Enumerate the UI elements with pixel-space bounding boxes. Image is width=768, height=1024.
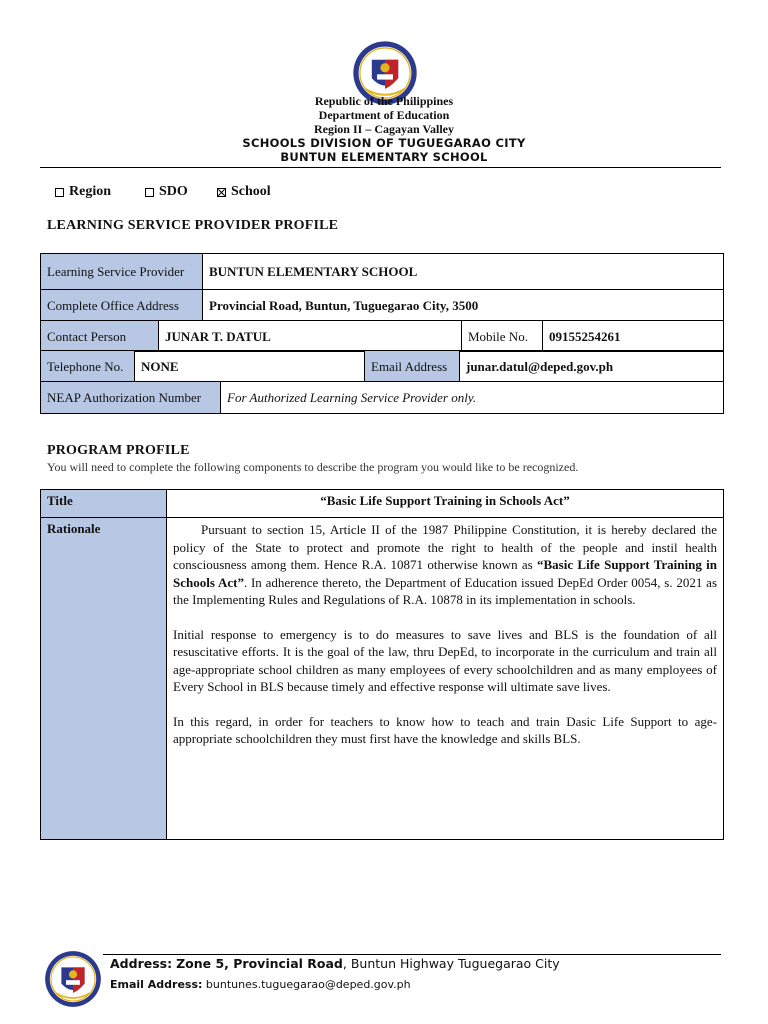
rationale-label: Rationale xyxy=(41,518,167,840)
rationale-text: Pursuant to section 15, Article II of the 1987 Philippine Constitution, it is hereby declared the policy of the State to protect and promote the right to health of the people and instil health consciousness among them. Hence R.A. 10871 otherwise known as xyxy=(173,522,717,572)
contact-label: Contact Person xyxy=(41,321,159,352)
provider-section-title: LEARNING SERVICE PROVIDER PROFILE xyxy=(47,218,339,233)
provider-table-neap xyxy=(40,381,724,414)
footer-address-label: Address: xyxy=(110,956,173,971)
title-value: “Basic Life Support Training in Schools Act” xyxy=(167,490,724,518)
header-republic: Republic of the Philippines xyxy=(314,94,454,108)
program-section-title: PROGRAM PROFILE xyxy=(47,443,190,458)
lsp-value: BUNTUN ELEMENTARY SCHOOL xyxy=(203,254,724,290)
address-label: Complete Office Address xyxy=(41,290,203,321)
header-school: BUNTUN ELEMENTARY SCHOOL xyxy=(280,150,488,164)
checkbox-region[interactable] xyxy=(55,184,111,200)
provider-table-contact xyxy=(40,320,724,352)
rationale-text: . In adherence thereto, the Department of Education issued DepEd Order 0054, s. 2021 as the Implementing Rules and Regulations of R.A. 10878 in its implementation in schools. xyxy=(173,574,718,607)
rationale-paragraph-3: In this regard, in order for teachers to know how to teach and train Dasic Life Support to age-appropriate schoolchildren they must first have the knowledge and skills BLS. xyxy=(173,713,717,746)
footer-email-value[interactable]: buntunes.tuguegarao@deped.gov.ph xyxy=(205,978,411,991)
footer-address xyxy=(110,956,560,971)
provider-table-phone xyxy=(40,350,724,382)
checkbox-checked-icon xyxy=(217,188,226,197)
header-divider xyxy=(40,167,721,168)
email-label: Email Address xyxy=(365,351,460,382)
neap-value: For Authorized Learning Service Provider only. xyxy=(221,382,724,414)
lsp-label: Learning Service Provider xyxy=(41,254,203,290)
checkbox-label: SDO xyxy=(159,184,188,199)
footer-email-label: Email Address: xyxy=(110,978,203,991)
mobile-label: Mobile No. xyxy=(462,321,543,352)
telephone-value: NONE xyxy=(135,351,365,382)
address-value: Provincial Road, Buntun, Tuguegarao City, 3500 xyxy=(203,290,724,321)
footer-address-bold: Zone 5, Provincial Road xyxy=(176,956,343,971)
checkbox-empty-icon xyxy=(55,188,64,197)
provider-table-top xyxy=(40,253,724,321)
footer-email xyxy=(110,978,411,991)
contact-value: JUNAR T. DATUL xyxy=(159,321,462,352)
checkbox-label: School xyxy=(231,184,271,199)
checkbox-label: Region xyxy=(69,184,111,199)
checkbox-school[interactable] xyxy=(217,184,271,200)
header-region: Region II – Cagayan Valley xyxy=(313,122,455,136)
footer-address-rest: , Buntun Highway Tuguegarao City xyxy=(342,956,560,971)
program-table xyxy=(40,489,724,840)
email-value: junar.datul@deped.gov.ph xyxy=(460,351,724,382)
title-label: Title xyxy=(41,490,167,518)
rationale-paragraph-1 xyxy=(173,521,717,609)
checkbox-empty-icon xyxy=(145,188,154,197)
header-division: SCHOOLS DIVISION OF TUGUEGARAO CITY xyxy=(242,136,526,150)
program-instruction: You will need to complete the following components to describe the program you would like to be recognized. xyxy=(47,460,579,474)
neap-label: NEAP Authorization Number xyxy=(41,382,221,414)
telephone-label: Telephone No. xyxy=(41,351,135,382)
footer-divider xyxy=(103,954,721,955)
header-department: Department of Education xyxy=(318,108,450,122)
act-title-bold: “Basic Life Support Training in Schools Act” xyxy=(173,557,717,590)
rationale-paragraph-2: Initial response to emergency is to do measures to save lives and BLS is the foundation of all resuscitative efforts. It is the goal of the law, thru DepEd, to incorporate in the curriculum and train all age-appropriate school children as many employees of every schoolchildren and as many employees of Every School in BLS because timely and effective response will ultimate save lives. xyxy=(173,626,717,694)
mobile-value: 09155254261 xyxy=(543,321,724,352)
checkbox-sdo[interactable] xyxy=(145,184,188,200)
deped-seal-logo xyxy=(44,950,102,1008)
rationale-cell xyxy=(167,518,724,840)
